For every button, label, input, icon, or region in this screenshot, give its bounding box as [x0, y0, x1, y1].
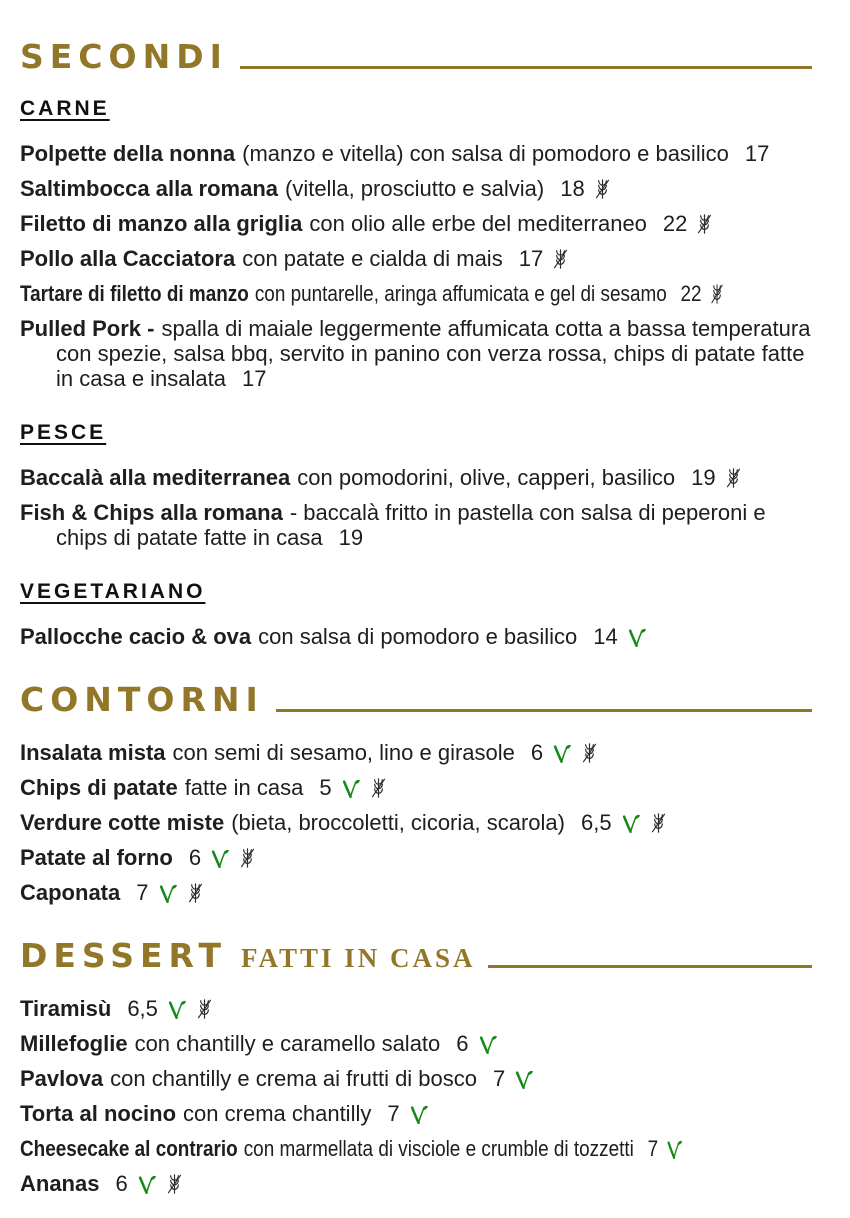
item-name: Pulled Pork - — [20, 316, 155, 341]
vegetarian-icon — [210, 849, 230, 869]
item-name: Filetto di manzo alla griglia — [20, 211, 303, 236]
item-name: Verdure cotte miste — [20, 810, 225, 835]
item-price: 6 — [115, 1171, 128, 1196]
menu-item — [20, 141, 812, 166]
item-name: Saltimbocca alla romana — [20, 176, 278, 201]
menu-item — [20, 465, 812, 490]
menu-item — [20, 810, 812, 835]
menu-item — [20, 211, 812, 236]
section-rule — [488, 965, 813, 968]
item-name: Ananas — [20, 1171, 100, 1196]
item-price: 17 — [744, 141, 770, 166]
vegetarian-icon — [514, 1070, 534, 1090]
item-price: 17 — [518, 246, 544, 271]
item-price: 7 — [647, 1136, 659, 1161]
item-name: Pallocche cacio & ova — [20, 624, 252, 649]
item-icons — [612, 810, 667, 835]
item-name: Pavlova — [20, 1066, 104, 1091]
item-name: Pollo alla Cacciatora — [20, 246, 236, 271]
item-name: Baccalà alla mediterranea — [20, 465, 291, 490]
menu-subsection — [20, 996, 812, 1196]
item-description: (manzo e vitella) con salsa di pomodoro e basilico — [242, 141, 729, 166]
menu-item — [20, 316, 812, 391]
item-price: 19 — [338, 525, 364, 550]
item-name: Millefoglie — [20, 1031, 128, 1056]
item-description: (bieta, broccoletti, cicoria, scarola) — [231, 810, 565, 835]
item-price: 6 — [188, 845, 202, 870]
vegetarian-icon — [627, 628, 647, 648]
vegetarian-icon — [666, 1140, 683, 1160]
item-price: 7 — [387, 1101, 400, 1126]
menu-item — [20, 996, 812, 1021]
section-title — [20, 680, 812, 719]
menu-item — [20, 845, 812, 870]
gluten-free-icon — [370, 777, 387, 799]
item-name: Tartare di filetto di manzo — [20, 281, 249, 306]
menu-item — [20, 624, 812, 649]
item-icons — [505, 1066, 534, 1091]
gluten-free-icon — [239, 847, 256, 869]
section-rule — [276, 709, 812, 712]
item-name: Torta al nocino — [20, 1101, 177, 1126]
subsection-title: CARNE — [20, 97, 110, 120]
item-icons — [469, 1031, 498, 1056]
item-description: con crema chantilly — [183, 1101, 372, 1126]
item-icons — [149, 880, 204, 905]
gluten-free-icon — [166, 1173, 183, 1195]
gluten-free-icon — [196, 998, 213, 1020]
item-price: 22 — [680, 281, 702, 306]
menu-item — [20, 740, 812, 765]
item-icons — [201, 845, 256, 870]
item-icons — [658, 1136, 683, 1161]
section-title-text: CONTORNI — [20, 680, 264, 719]
vegetarian-icon — [158, 884, 178, 904]
item-icons — [687, 211, 713, 236]
gluten-free-icon — [552, 248, 569, 270]
item-description: spalla di maiale leggermente affumicata cotta a bassa temperatura con spezie, salsa bbq, servito in panino con verza rossa, chips di patate fatte in casa e insalata — [56, 316, 811, 391]
menu-item — [20, 246, 812, 271]
section-title — [20, 936, 812, 975]
item-price: 17 — [242, 366, 267, 391]
section-title — [20, 37, 812, 76]
section-rule — [240, 66, 812, 69]
item-price: 14 — [593, 624, 618, 649]
gluten-free-icon — [187, 882, 204, 904]
menu-subsection — [20, 580, 812, 649]
item-name: Patate al forno — [20, 845, 173, 870]
vegetarian-icon — [552, 744, 572, 764]
subsection-title: VEGETARIANO — [20, 580, 206, 603]
vegetarian-icon — [167, 1000, 187, 1020]
item-description: con salsa di pomodoro e basilico — [258, 624, 578, 649]
item-description: con puntarelle, aringa affumicata e gel di sesamo — [254, 281, 667, 306]
item-description: - baccalà fritto in pastella con salsa di peperoni e chips di patate fatte in casa — [56, 500, 766, 550]
menu-item — [20, 880, 812, 905]
gluten-free-icon — [581, 742, 598, 764]
item-name: Tiramisù — [20, 996, 112, 1021]
menu-subsection — [20, 740, 812, 905]
item-icons — [543, 246, 569, 271]
item-description: fatte in casa — [184, 775, 304, 800]
menu-item — [20, 1031, 812, 1056]
item-name: Cheesecake al contrario — [20, 1136, 238, 1161]
item-price: 6 — [456, 1031, 469, 1056]
menu-item — [20, 500, 812, 550]
item-icons — [158, 996, 213, 1021]
item-price: 6,5 — [580, 810, 612, 835]
item-price: 7 — [136, 880, 149, 905]
menu-item — [20, 1066, 812, 1091]
gluten-free-icon — [725, 467, 742, 489]
item-icons — [716, 465, 742, 490]
section-title-text: DESSERT — [20, 936, 227, 975]
item-description: con chantilly e caramello salato — [134, 1031, 441, 1056]
item-icons — [400, 1101, 429, 1126]
item-icons — [543, 740, 598, 765]
item-price: 6 — [530, 740, 544, 765]
item-description: con chantilly e crema ai frutti di bosco — [110, 1066, 478, 1091]
item-description: con marmellata di visciole e crumble di tozzetti — [243, 1136, 634, 1161]
gluten-free-icon — [696, 213, 713, 235]
section-title-text: SECONDI — [20, 37, 228, 76]
menu-subsection — [20, 97, 812, 391]
item-description: con pomodorini, olive, capperi, basilico — [297, 465, 676, 490]
menu-item — [20, 1136, 701, 1161]
item-price: 22 — [662, 211, 688, 236]
item-price: 18 — [560, 176, 585, 201]
vegetarian-icon — [621, 814, 641, 834]
item-price: 6,5 — [127, 996, 158, 1021]
menu-item — [20, 1171, 812, 1196]
item-name: Caponata — [20, 880, 121, 905]
item-name: Chips di patate — [20, 775, 178, 800]
menu-item — [20, 281, 701, 306]
item-price: 5 — [319, 775, 332, 800]
menu-section — [20, 680, 812, 905]
item-icons — [128, 1171, 183, 1196]
vegetarian-icon — [341, 779, 361, 799]
subsection-title: PESCE — [20, 421, 107, 444]
item-price: 19 — [691, 465, 716, 490]
item-description: (vitella, prosciutto e salvia) — [285, 176, 545, 201]
item-name: Fish & Chips alla romana — [20, 500, 283, 525]
vegetarian-icon — [478, 1035, 498, 1055]
gluten-free-icon — [594, 178, 611, 200]
menu-item — [20, 176, 812, 201]
item-description: con patate e cialda di mais — [242, 246, 503, 271]
item-icons — [585, 176, 611, 201]
section-subtitle: FATTI IN CASA — [240, 943, 476, 973]
menu-item — [20, 1101, 812, 1126]
vegetarian-icon — [137, 1175, 157, 1195]
item-icons — [702, 281, 724, 306]
menu-section — [20, 936, 812, 1196]
menu-item — [20, 775, 812, 800]
item-name: Polpette della nonna — [20, 141, 236, 166]
gluten-free-icon — [650, 812, 667, 834]
menu-sections — [20, 37, 812, 1196]
item-icons — [332, 775, 387, 800]
menu-section — [20, 37, 812, 649]
vegetarian-icon — [409, 1105, 429, 1125]
item-price: 7 — [493, 1066, 506, 1091]
item-description: con semi di sesamo, lino e girasole — [172, 740, 515, 765]
gluten-free-icon — [709, 283, 724, 305]
item-icons — [618, 624, 647, 649]
item-name: Insalata mista — [20, 740, 166, 765]
menu-subsection — [20, 421, 812, 550]
item-description: con olio alle erbe del mediterraneo — [309, 211, 647, 236]
